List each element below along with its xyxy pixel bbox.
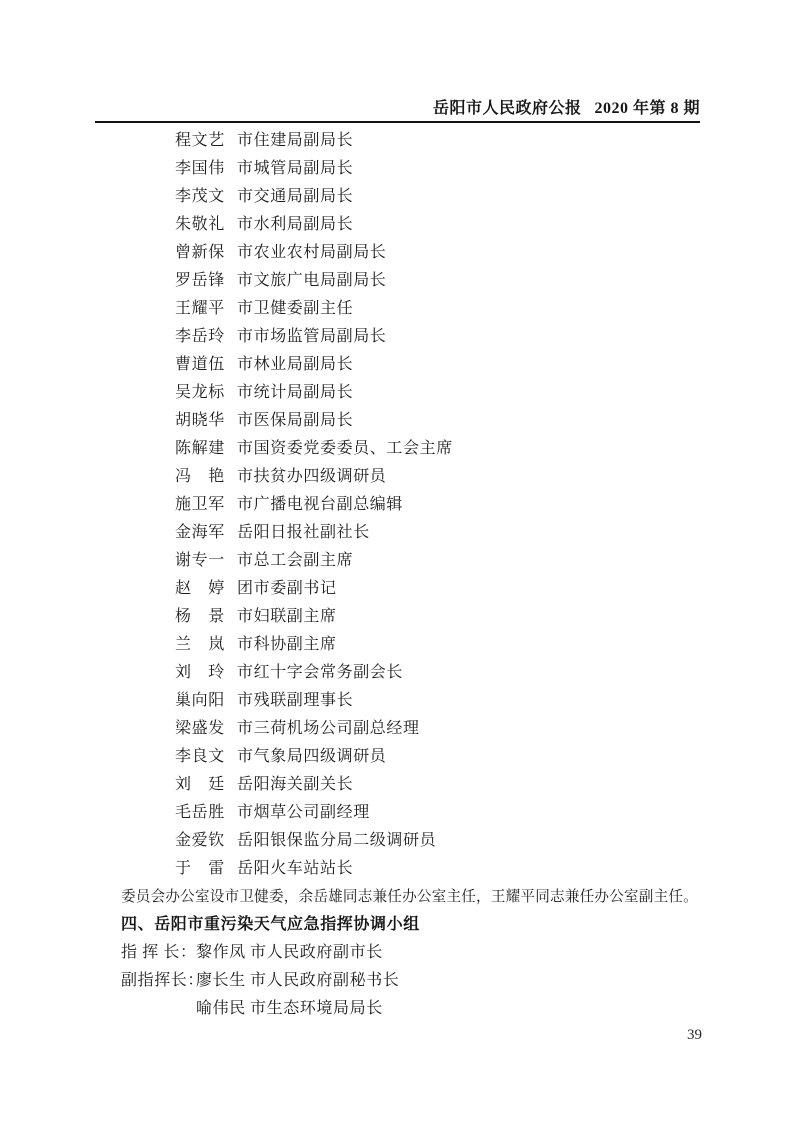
- leader-title: 市人民政府副市长: [250, 944, 383, 961]
- member-name: 毛岳胜: [175, 804, 225, 821]
- member-name: 冯 艳: [175, 468, 225, 485]
- member-title: 岳阳火车站站长: [237, 860, 354, 877]
- leader-role-label: 指 挥 长：: [121, 944, 197, 961]
- member-name: 曹道伍: [175, 356, 225, 373]
- member-row: [175, 211, 695, 239]
- member-title: 市三荷机场公司副总经理: [237, 720, 420, 737]
- member-title: 市文旅广电局副局长: [237, 272, 387, 289]
- member-title: 市总工会副主席: [237, 552, 354, 569]
- member-title: 市卫健委副主任: [237, 300, 354, 317]
- member-name: 梁盛发: [175, 720, 225, 737]
- member-name: 杨 景: [175, 608, 225, 625]
- member-title: 市科协副主席: [237, 636, 337, 653]
- member-title: 市统计局副局长: [237, 384, 354, 401]
- member-name: 程文艺: [175, 132, 225, 149]
- member-title: 市烟草公司副经理: [237, 804, 370, 821]
- member-title: 市交通局副局长: [237, 188, 354, 205]
- member-row: [175, 295, 695, 323]
- leader-row: [121, 995, 701, 1023]
- member-row: [175, 463, 695, 491]
- member-row: [175, 715, 695, 743]
- member-name: 赵 婷: [175, 580, 225, 597]
- running-head: [95, 95, 700, 118]
- member-name: 李良文: [175, 748, 225, 765]
- member-row: [175, 491, 695, 519]
- member-title: 市红十字会常务副会长: [237, 664, 404, 681]
- member-name: 曾新保: [175, 244, 225, 261]
- member-name: 刘 廷: [175, 776, 225, 793]
- member-row: [175, 603, 695, 631]
- section-heading: 四、岳阳市重污染天气应急指挥协调小组: [121, 916, 420, 933]
- member-title: 市农业农村局副局长: [237, 244, 387, 261]
- member-title: 市扶贫办四级调研员: [237, 468, 387, 485]
- member-name: 金海军: [175, 524, 225, 541]
- member-row: [175, 239, 695, 267]
- member-list: [175, 127, 695, 883]
- member-row: [175, 827, 695, 855]
- leader-role-label: [121, 995, 196, 1023]
- member-row: [175, 547, 695, 575]
- member-row: [175, 379, 695, 407]
- member-row: [175, 183, 695, 211]
- member-title: 市水利局副局长: [237, 216, 354, 233]
- member-row: [175, 407, 695, 435]
- member-name: 兰 岚: [175, 636, 225, 653]
- member-title: 市市场监管局副局长: [237, 328, 387, 345]
- member-title: 市广播电视台副总编辑: [237, 496, 404, 513]
- member-name: 李岳玲: [175, 328, 225, 345]
- member-name: 朱敬礼: [175, 216, 225, 233]
- leader-role-label: 副指挥长：: [121, 972, 205, 989]
- member-name: 吴龙标: [175, 384, 225, 401]
- gazette-issue: 2020 年第 8 期: [594, 100, 700, 117]
- member-row: [175, 519, 695, 547]
- member-title: 岳阳日报社副社长: [237, 524, 370, 541]
- member-name: 刘 玲: [175, 664, 225, 681]
- member-row: [175, 435, 695, 463]
- member-row: [175, 351, 695, 379]
- office-note: 委员会办公室设市卫健委，余岳雄同志兼任办公室主任，王耀平同志兼任办公室副主任。: [121, 889, 698, 905]
- member-name: 李国伟: [175, 160, 225, 177]
- member-row: [175, 659, 695, 687]
- member-row: [175, 855, 695, 883]
- member-title: 市残联副理事长: [237, 692, 354, 709]
- member-title: 市国资委党委委员、工会主席: [237, 440, 453, 457]
- leader-title: 市生态环境局局长: [250, 1000, 383, 1017]
- member-name: 谢专一: [175, 552, 225, 569]
- member-title: 市林业局副局长: [237, 356, 354, 373]
- member-name: 金爱钦: [175, 832, 225, 849]
- member-title: 岳阳海关副关长: [237, 776, 354, 793]
- member-row: [175, 743, 695, 771]
- member-title: 市妇联副主席: [237, 608, 337, 625]
- member-name: 施卫军: [175, 496, 225, 513]
- member-row: [175, 267, 695, 295]
- member-name: 王耀平: [175, 300, 225, 317]
- page-number: 39: [687, 1027, 702, 1043]
- member-title: 市医保局副局长: [237, 412, 354, 429]
- leader-title: 市人民政府副秘书长: [250, 972, 400, 989]
- header-rule: [95, 121, 700, 123]
- member-row: [175, 687, 695, 715]
- member-title: 岳阳银保监分局二级调研员: [237, 832, 437, 849]
- leader-row: [121, 967, 701, 995]
- member-row: [175, 575, 695, 603]
- member-name: 陈解建: [175, 440, 225, 457]
- member-row: [175, 771, 695, 799]
- member-row: [175, 631, 695, 659]
- member-name: 李茂文: [175, 188, 225, 205]
- member-title: 市城管局副局长: [237, 160, 354, 177]
- member-name: 罗岳锋: [175, 272, 225, 289]
- leader-name: 喻伟民: [196, 1000, 246, 1017]
- leader-name: 廖长生: [196, 972, 246, 989]
- gazette-title: 岳阳市人民政府公报: [432, 100, 582, 117]
- member-title: 市住建局副局长: [237, 132, 354, 149]
- member-name: 胡晓华: [175, 412, 225, 429]
- member-name: 巢向阳: [175, 692, 225, 709]
- member-title: 团市委副书记: [237, 580, 337, 597]
- leader-row: [121, 939, 701, 967]
- member-name: 于 雷: [175, 860, 225, 877]
- leader-name: 黎作凤: [196, 944, 246, 961]
- member-row: [175, 155, 695, 183]
- member-row: [175, 799, 695, 827]
- member-row: [175, 127, 695, 155]
- leader-list: [121, 939, 701, 1023]
- member-row: [175, 323, 695, 351]
- member-title: 市气象局四级调研员: [237, 748, 387, 765]
